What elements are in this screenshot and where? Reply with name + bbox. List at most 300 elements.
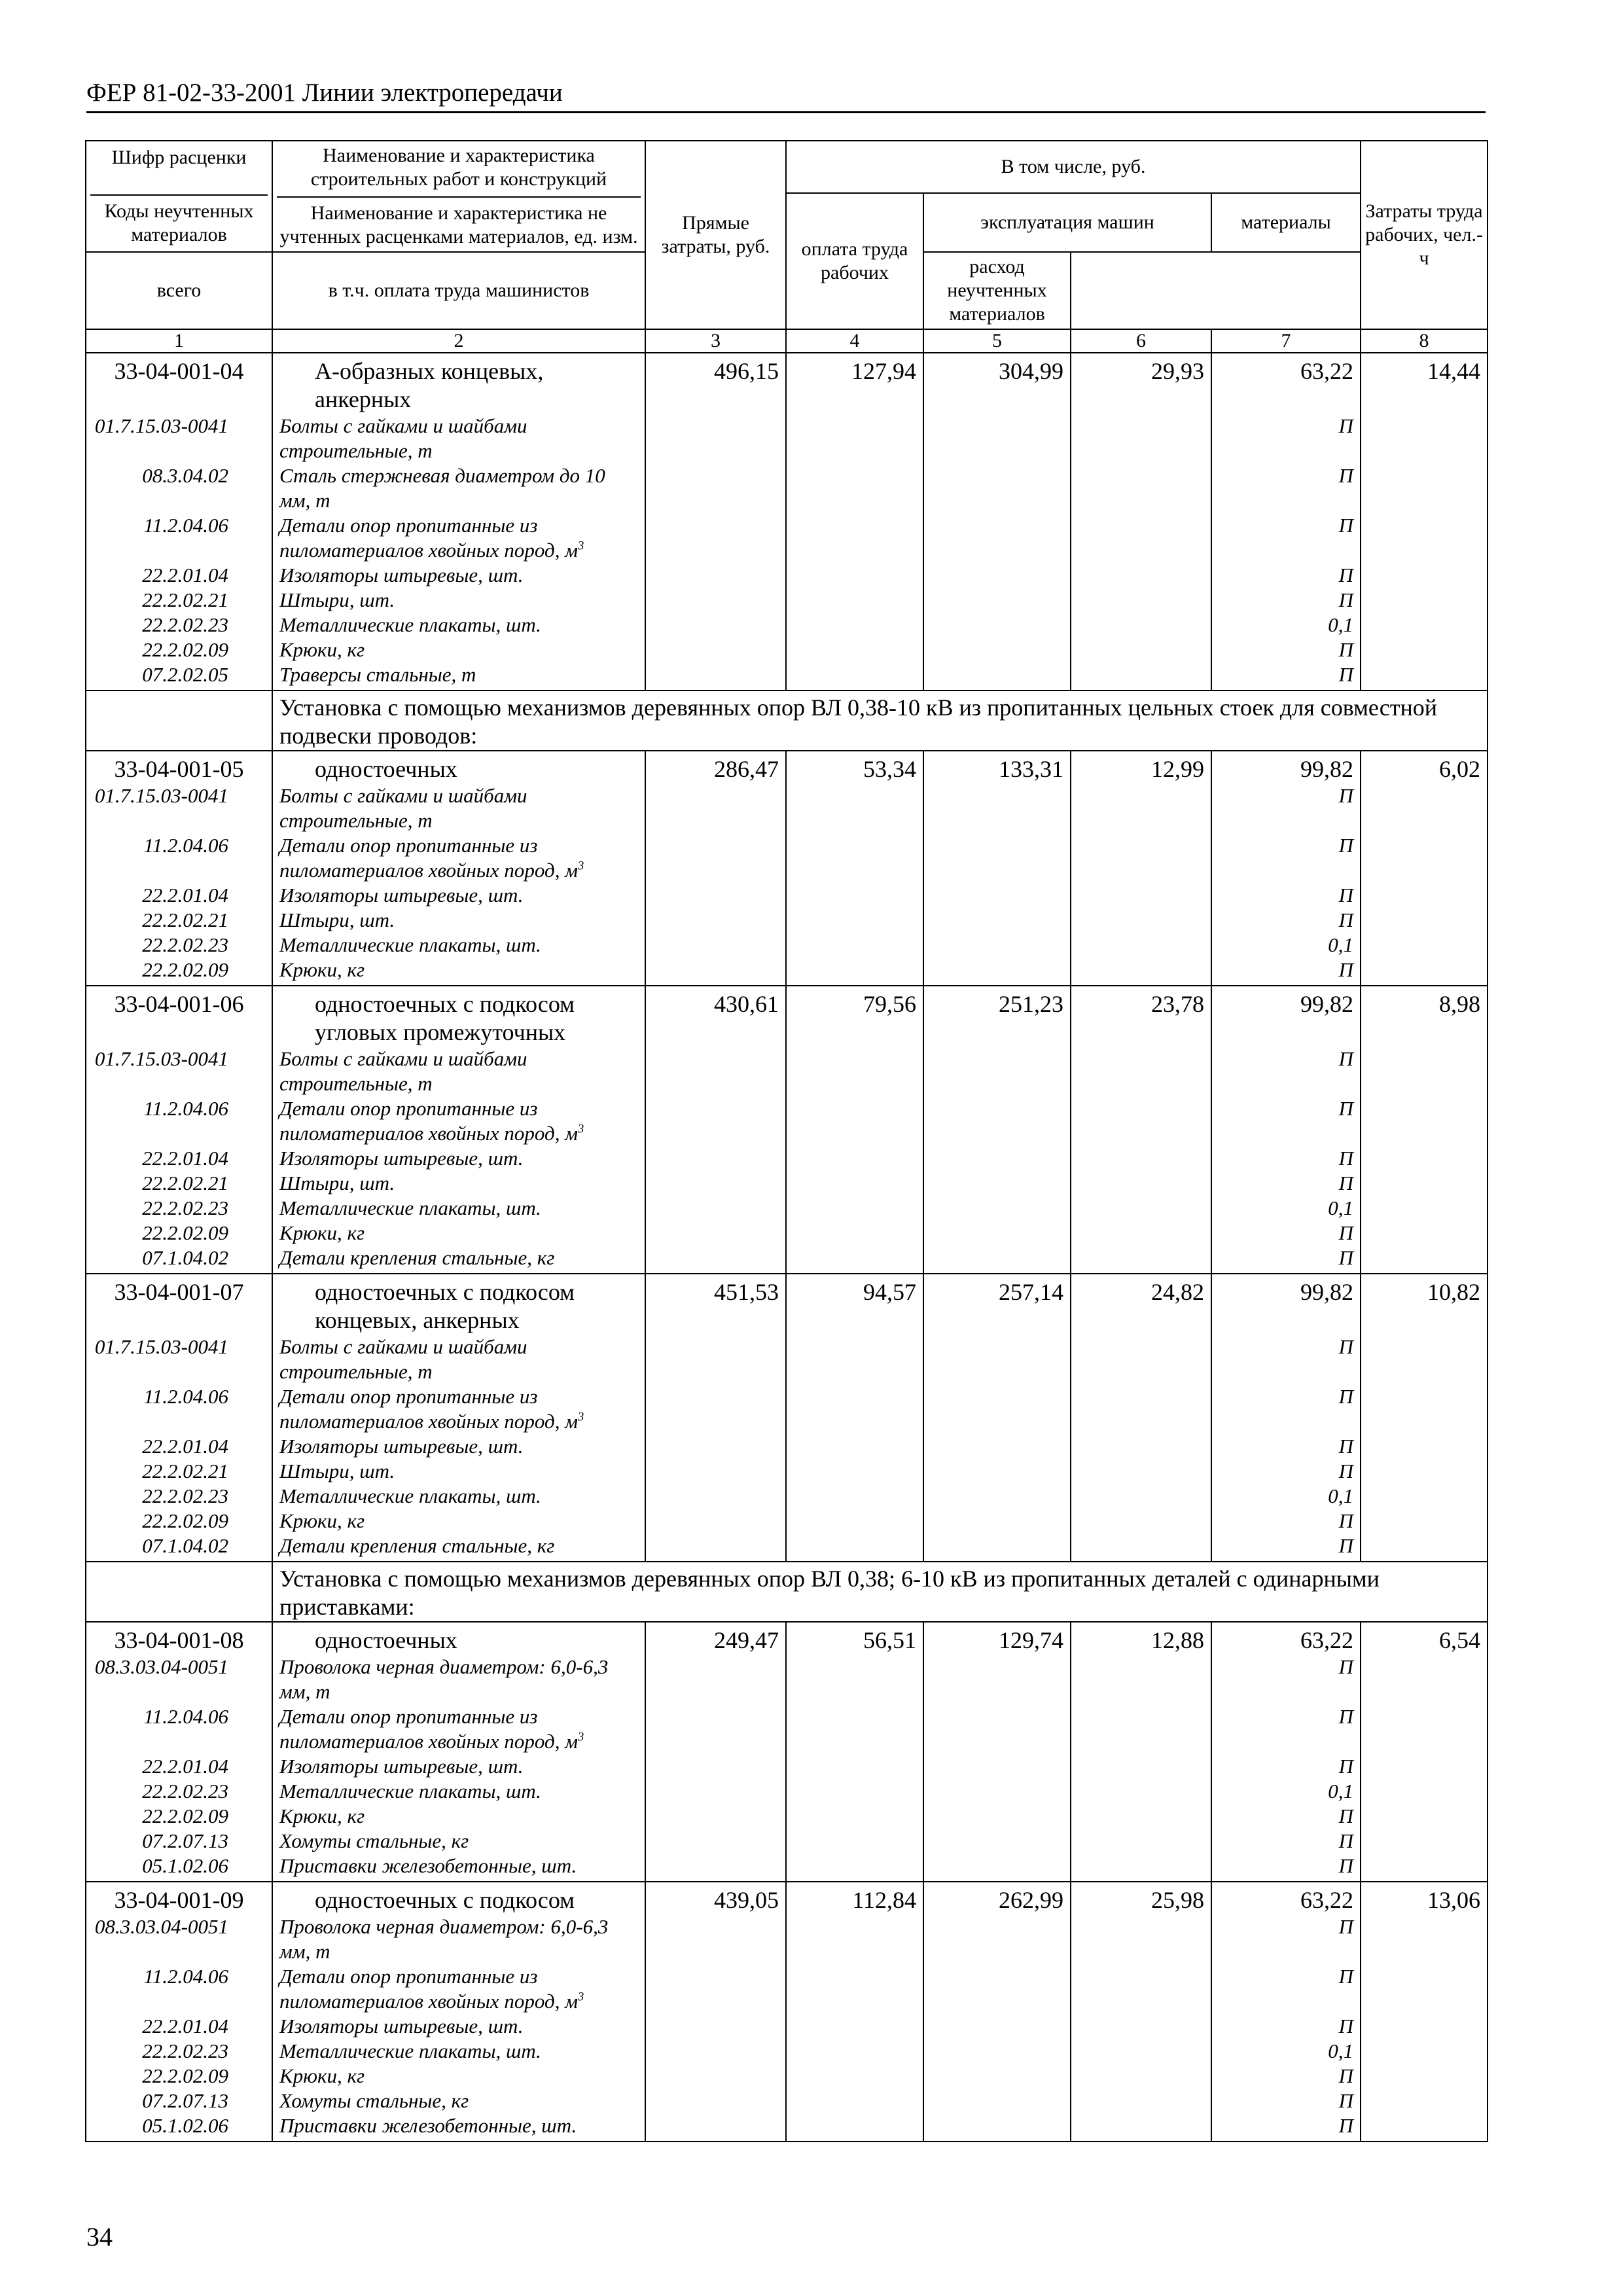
labor-pay [786, 1534, 923, 1562]
name-text: Крюки, кг [279, 2064, 365, 2087]
name-text: Металлические плакаты, шт. [279, 933, 541, 956]
material-code: 22.2.02.21 [86, 908, 272, 933]
materials-value: П [1211, 958, 1361, 986]
material-code: 22.2.02.21 [86, 1459, 272, 1484]
direct-cost [645, 1047, 786, 1096]
rate-code: 33-04-001-07 [86, 1274, 272, 1335]
machines-total [923, 2113, 1071, 2142]
name-text: Болты с гайками и шайбами строительные, т [279, 414, 527, 462]
machinists-pay [1071, 2014, 1211, 2039]
material-code: 22.2.02.23 [86, 933, 272, 958]
material-name [272, 2089, 645, 2113]
machines-total: 257,14 [923, 1274, 1071, 1335]
labor-pay [786, 1221, 923, 1246]
name-text: Изоляторы штыревые, шт. [279, 1755, 524, 1778]
direct-cost: 496,15 [645, 353, 786, 414]
materials-value: П [1211, 1534, 1361, 1562]
materials-value: П [1211, 463, 1361, 513]
machines-total [923, 2064, 1071, 2089]
direct-cost [645, 1484, 786, 1509]
rate-code: 33-04-001-09 [86, 1882, 272, 1914]
direct-cost [645, 1146, 786, 1171]
direct-cost: 286,47 [645, 751, 786, 783]
machines-total [923, 1246, 1071, 1274]
materials-value: П [1211, 1096, 1361, 1146]
labor-pay [786, 1964, 923, 2014]
section-row [86, 1562, 1488, 1622]
labor-hours [1361, 414, 1488, 463]
material-row [86, 2113, 1488, 2142]
machinists-pay [1071, 2089, 1211, 2113]
materials-value: П [1211, 1704, 1361, 1754]
labor-hours [1361, 1335, 1488, 1384]
material-row [86, 1964, 1488, 2014]
column-number: 3 [645, 329, 786, 353]
material-name [272, 1459, 645, 1484]
materials-value: П [1211, 1804, 1361, 1829]
material-row [86, 1779, 1488, 1804]
material-name [272, 613, 645, 637]
labor-hours [1361, 1829, 1488, 1854]
direct-cost [645, 1384, 786, 1434]
materials-value: П [1211, 1854, 1361, 1882]
rate-row [86, 1622, 1488, 1655]
material-row [86, 833, 1488, 883]
machinists-pay: 23,78 [1071, 986, 1211, 1047]
materials-value: П [1211, 833, 1361, 883]
direct-cost [645, 1779, 786, 1804]
direct-cost [645, 1335, 786, 1384]
labor-pay [786, 414, 923, 463]
materials-value: П [1211, 2089, 1361, 2113]
direct-cost: 430,61 [645, 986, 786, 1047]
direct-cost [645, 2039, 786, 2064]
name-text: Детали крепления стальные, кг [279, 1246, 555, 1269]
name-text: Изоляторы штыревые, шт. [279, 1147, 524, 1170]
rate-row [86, 353, 1488, 414]
direct-cost [645, 588, 786, 613]
materials-value: П [1211, 1754, 1361, 1779]
labor-hours [1361, 933, 1488, 958]
material-row [86, 783, 1488, 833]
material-code: 22.2.02.23 [86, 1196, 272, 1221]
labor-pay [786, 637, 923, 662]
labor-hours [1361, 1047, 1488, 1096]
direct-cost [645, 783, 786, 833]
machinists-pay [1071, 1804, 1211, 1829]
labor-hours [1361, 1246, 1488, 1274]
material-name [272, 1964, 645, 2014]
machinists-pay [1071, 1964, 1211, 2014]
materials-value: 99,82 [1211, 986, 1361, 1047]
material-code: 07.1.04.02 [86, 1246, 272, 1274]
labor-hours [1361, 637, 1488, 662]
labor-pay [786, 1484, 923, 1509]
material-row [86, 1146, 1488, 1171]
material-row [86, 1196, 1488, 1221]
labor-pay [786, 1146, 923, 1171]
rate-code: 33-04-001-04 [86, 353, 272, 414]
machines-total [923, 1655, 1071, 1704]
materials-value: П [1211, 1655, 1361, 1704]
rate-code: 33-04-001-06 [86, 986, 272, 1047]
machines-total-header: всего [86, 252, 272, 329]
name-text: одностоечных с подкосом угловых промежуточных [315, 991, 575, 1045]
machines-total [923, 833, 1071, 883]
code-header-top: Шифр расценки [111, 147, 247, 168]
material-row [86, 958, 1488, 986]
name-text: Металлические плакаты, шт. [279, 2039, 541, 2062]
labor-hours [1361, 662, 1488, 691]
rate-code: 33-04-001-08 [86, 1622, 272, 1655]
material-row [86, 1704, 1488, 1754]
name-text: Крюки, кг [279, 958, 365, 981]
machines-total: 133,31 [923, 751, 1071, 783]
labor-pay [786, 1047, 923, 1096]
material-row [86, 662, 1488, 691]
machinists-pay [1071, 933, 1211, 958]
column-number: 6 [1071, 329, 1211, 353]
materials-value: П [1211, 2113, 1361, 2142]
direct-cost [645, 563, 786, 588]
material-name [272, 2039, 645, 2064]
materials-header: материалы [1211, 193, 1361, 252]
material-row [86, 1335, 1488, 1384]
labor-hours [1361, 613, 1488, 637]
rate-name [272, 1622, 645, 1655]
material-row [86, 563, 1488, 588]
material-code: 11.2.04.06 [86, 833, 272, 883]
material-code: 01.7.15.03-0041 [86, 1047, 272, 1096]
materials-value: П [1211, 783, 1361, 833]
unit-superscript: 3 [578, 1410, 584, 1424]
rate-code: 33-04-001-05 [86, 751, 272, 783]
labor-hours [1361, 1196, 1488, 1221]
material-code: 11.2.04.06 [86, 513, 272, 563]
material-code: 11.2.04.06 [86, 1704, 272, 1754]
material-row [86, 2014, 1488, 2039]
materials-value: П [1211, 662, 1361, 691]
machines-total [923, 1914, 1071, 1964]
machinists-pay [1071, 662, 1211, 691]
labor-hours [1361, 2089, 1488, 2113]
labor-pay [786, 1196, 923, 1221]
material-row [86, 1914, 1488, 1964]
material-code: 05.1.02.06 [86, 1854, 272, 1882]
labor-pay [786, 1384, 923, 1434]
machines-total [923, 1509, 1071, 1534]
machines-total [923, 613, 1071, 637]
direct-cost [645, 1964, 786, 2014]
material-code: 07.1.04.02 [86, 1534, 272, 1562]
name-text: Крюки, кг [279, 1804, 365, 1827]
rate-row [86, 751, 1488, 783]
machines-total [923, 1964, 1071, 2014]
table-body [86, 329, 1488, 2142]
direct-cost [645, 1459, 786, 1484]
section-row [86, 691, 1488, 751]
labor-pay [786, 2014, 923, 2039]
material-name [272, 1914, 645, 1964]
labor-hours: 10,82 [1361, 1274, 1488, 1335]
labor-pay [786, 2113, 923, 2142]
material-row [86, 414, 1488, 463]
materials-value: 0,1 [1211, 933, 1361, 958]
machinists-pay [1071, 1854, 1211, 1882]
name-text: Штыри, шт. [279, 908, 395, 931]
direct-cost-header: Прямые затраты, руб. [645, 141, 786, 329]
name-header-top: Наименование и характеристика строительных работ и конструкций [310, 145, 607, 190]
machines-total: 251,23 [923, 986, 1071, 1047]
machines-total [923, 588, 1071, 613]
material-row [86, 1854, 1488, 1882]
material-row [86, 908, 1488, 933]
machines-total [923, 1196, 1071, 1221]
labor-hours [1361, 1779, 1488, 1804]
machinists-pay [1071, 1171, 1211, 1196]
material-name [272, 1434, 645, 1459]
labor-pay: 56,51 [786, 1622, 923, 1655]
material-row [86, 2089, 1488, 2113]
machines-total [923, 2039, 1071, 2064]
labor-hours [1361, 1459, 1488, 1484]
labor-pay [786, 908, 923, 933]
machines-total [923, 1434, 1071, 1459]
machines-total [923, 1854, 1071, 1882]
machines-total [923, 2089, 1071, 2113]
name-text: Металлические плакаты, шт. [279, 613, 541, 636]
page-header: ФЕР 81-02-33-2001 Линии электропередачи [86, 77, 1486, 113]
name-text: Детали опор пропитанные из пиломатериалов хвойных пород, м [279, 1705, 578, 1753]
name-text: Металлические плакаты, шт. [279, 1196, 541, 1219]
material-code: 01.7.15.03-0041 [86, 1335, 272, 1384]
materials-value: 0,1 [1211, 1779, 1361, 1804]
direct-cost [645, 613, 786, 637]
labor-hours [1361, 883, 1488, 908]
labor-hours [1361, 1484, 1488, 1509]
name-text: одностоечных [315, 756, 457, 782]
material-name [272, 1854, 645, 1882]
machinists-pay [1071, 637, 1211, 662]
name-text: Проволока черная диаметром: 6,0-6,3 мм, т [279, 1915, 609, 1963]
name-text: Изоляторы штыревые, шт. [279, 884, 524, 906]
machinists-pay [1071, 1246, 1211, 1274]
labor-hours [1361, 588, 1488, 613]
material-row [86, 613, 1488, 637]
machinists-pay [1071, 958, 1211, 986]
column-number: 8 [1361, 329, 1488, 353]
materials-value: 99,82 [1211, 1274, 1361, 1335]
machinists-pay [1071, 463, 1211, 513]
name-header [272, 141, 645, 252]
machinists-pay [1071, 1459, 1211, 1484]
materials-value: П [1211, 414, 1361, 463]
direct-cost [645, 414, 786, 463]
machinists-pay [1071, 1534, 1211, 1562]
name-text: Приставки железобетонные, шт. [279, 2114, 577, 2137]
rate-row [86, 1882, 1488, 1914]
labor-hours [1361, 783, 1488, 833]
material-row [86, 1171, 1488, 1196]
direct-cost [645, 1854, 786, 1882]
labor-hours [1361, 1384, 1488, 1434]
materials-value: П [1211, 563, 1361, 588]
machines-total [923, 414, 1071, 463]
material-code: 08.3.04.02 [86, 463, 272, 513]
machinists-pay [1071, 613, 1211, 637]
name-text: Болты с гайками и шайбами строительные, т [279, 1047, 527, 1095]
rate-name [272, 353, 645, 414]
material-name [272, 1655, 645, 1704]
material-name [272, 1047, 645, 1096]
labor-pay [786, 1754, 923, 1779]
rates-table [85, 140, 1488, 2142]
labor-pay [786, 563, 923, 588]
material-name [272, 2014, 645, 2039]
direct-cost [645, 1221, 786, 1246]
labor-hours: 6,54 [1361, 1622, 1488, 1655]
labor-hours [1361, 2014, 1488, 2039]
labor-hours [1361, 1221, 1488, 1246]
labor-pay [786, 1854, 923, 1882]
labor-pay [786, 588, 923, 613]
labor-pay [786, 1655, 923, 1704]
direct-cost [645, 1829, 786, 1854]
name-text: Изоляторы штыревые, шт. [279, 1435, 524, 1458]
machinists-pay [1071, 883, 1211, 908]
machinists-pay [1071, 1779, 1211, 1804]
material-name [272, 1096, 645, 1146]
materials-value: 0,1 [1211, 613, 1361, 637]
name-text: Крюки, кг [279, 1221, 365, 1244]
column-number: 1 [86, 329, 272, 353]
materials-value: П [1211, 1047, 1361, 1096]
material-row [86, 883, 1488, 908]
direct-cost [645, 2089, 786, 2113]
labor-cost-header: Затраты труда рабочих, чел.-ч [1361, 141, 1488, 329]
material-code: 11.2.04.06 [86, 1384, 272, 1434]
direct-cost [645, 1534, 786, 1562]
machinists-pay [1071, 588, 1211, 613]
name-text: Металлические плакаты, шт. [279, 1484, 541, 1507]
direct-cost [645, 2014, 786, 2039]
material-name [272, 414, 645, 463]
unit-superscript: 3 [578, 1730, 584, 1744]
labor-hours [1361, 1704, 1488, 1754]
material-code: 11.2.04.06 [86, 1096, 272, 1146]
labor-hours [1361, 1096, 1488, 1146]
labor-hours: 8,98 [1361, 986, 1488, 1047]
unit-superscript: 3 [578, 1122, 584, 1136]
material-code: 08.3.03.04-0051 [86, 1914, 272, 1964]
materials-value: П [1211, 2014, 1361, 2039]
machines-total [923, 1384, 1071, 1434]
material-row [86, 637, 1488, 662]
materials-value: П [1211, 2064, 1361, 2089]
materials-value: П [1211, 1146, 1361, 1171]
material-code: 07.2.02.05 [86, 662, 272, 691]
material-row [86, 2064, 1488, 2089]
direct-cost [645, 833, 786, 883]
unit-superscript: 3 [578, 539, 584, 553]
material-code: 22.2.01.04 [86, 1754, 272, 1779]
material-name [272, 637, 645, 662]
rate-row [86, 1274, 1488, 1335]
machinists-pay [1071, 414, 1211, 463]
machines-total [923, 1754, 1071, 1779]
materials-value: П [1211, 1964, 1361, 2014]
machines-total [923, 1171, 1071, 1196]
direct-cost [645, 637, 786, 662]
labor-hours [1361, 1171, 1488, 1196]
labor-pay: 112,84 [786, 1882, 923, 1914]
labor-pay [786, 933, 923, 958]
materials-value: П [1211, 1914, 1361, 1964]
material-name [272, 1146, 645, 1171]
labor-hours [1361, 513, 1488, 563]
machinists-pay [1071, 1754, 1211, 1779]
material-name [272, 1221, 645, 1246]
machinists-pay [1071, 2064, 1211, 2089]
labor-pay [786, 463, 923, 513]
labor-pay [786, 1509, 923, 1534]
material-row [86, 1246, 1488, 1274]
material-row [86, 1484, 1488, 1509]
material-name [272, 1534, 645, 1562]
name-text: Штыри, шт. [279, 588, 395, 611]
machinists-pay [1071, 833, 1211, 883]
labor-pay [786, 513, 923, 563]
direct-cost [645, 1704, 786, 1754]
machines-total [923, 1704, 1071, 1754]
material-code: 22.2.02.09 [86, 637, 272, 662]
machines-total [923, 1779, 1071, 1804]
labor-hours [1361, 1854, 1488, 1882]
materials-value: 0,1 [1211, 2039, 1361, 2064]
materials-value: 0,1 [1211, 1484, 1361, 1509]
direct-cost [645, 958, 786, 986]
name-text: Траверсы стальные, т [279, 663, 476, 686]
material-name [272, 783, 645, 833]
materials-value: П [1211, 1221, 1361, 1246]
machinists-pay [1071, 1914, 1211, 1964]
name-text: Металлические плакаты, шт. [279, 1780, 541, 1803]
direct-cost: 451,53 [645, 1274, 786, 1335]
rate-row [86, 986, 1488, 1047]
labor-pay-header: оплата труда рабочих [786, 193, 923, 329]
name-text: одностоечных с подкосом концевых, анкерных [315, 1279, 575, 1333]
labor-pay [786, 833, 923, 883]
direct-cost [645, 1096, 786, 1146]
material-row [86, 588, 1488, 613]
machines-total: 304,99 [923, 353, 1071, 414]
rate-name [272, 751, 645, 783]
material-name [272, 1384, 645, 1434]
machinists-pay [1071, 513, 1211, 563]
material-code: 22.2.02.23 [86, 2039, 272, 2064]
labor-pay [786, 883, 923, 908]
unit-superscript: 3 [578, 859, 584, 873]
labor-hours [1361, 1804, 1488, 1829]
labor-hours [1361, 1964, 1488, 2014]
material-name [272, 1754, 645, 1779]
name-text: Болты с гайками и шайбами строительные, т [279, 784, 527, 832]
column-number: 4 [786, 329, 923, 353]
material-code: 22.2.02.09 [86, 958, 272, 986]
direct-cost [645, 513, 786, 563]
material-name [272, 1335, 645, 1384]
column-number: 5 [923, 329, 1071, 353]
